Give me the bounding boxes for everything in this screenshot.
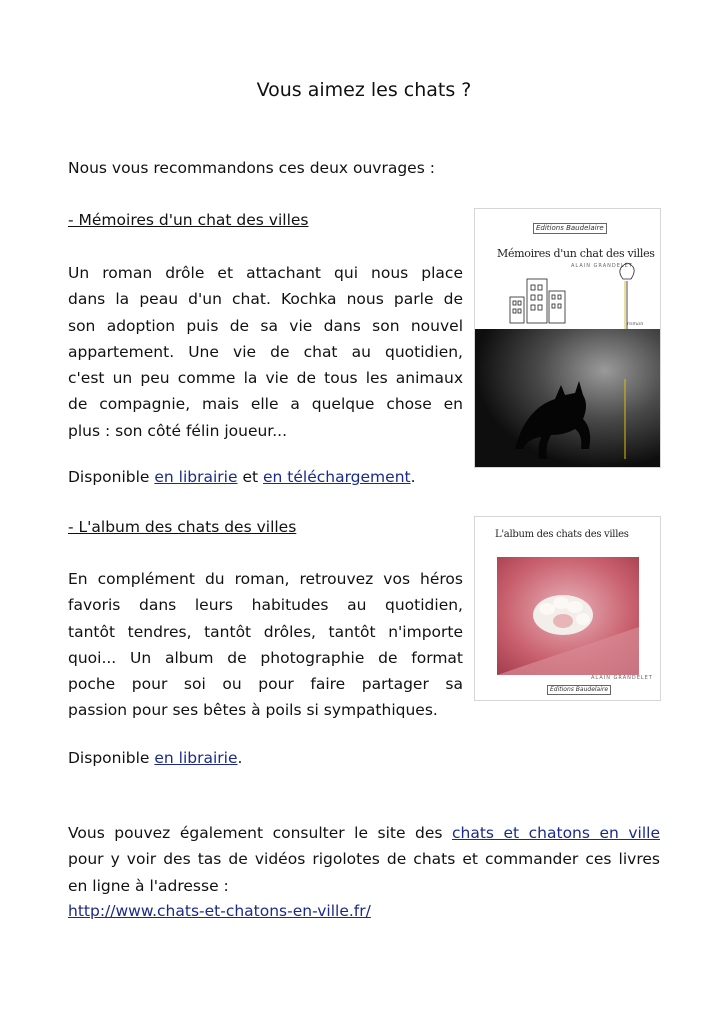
book2-cover-title: L'album des chats des villes [495,529,629,540]
book1-cover-image [474,208,661,468]
book1-cover-editor: Editions Baudelaire [533,223,607,234]
cat-silhouette-photo [475,329,660,467]
availability-period: . [410,468,416,486]
site-link[interactable]: chats et chatons en ville [452,824,660,842]
book2-desc-line: poche pour soi ou pour faire partager sa [68,675,463,694]
book2-bookstore-link[interactable]: en librairie [154,749,238,767]
book1-download-link[interactable]: en téléchargement [263,468,411,486]
availability-connector: et [237,468,263,486]
book2-cover-author: ALAIN GRANDELET [591,675,653,681]
cat-paw-photo [497,557,639,675]
outro-line1-text: Vous pouvez également consulter le site des [68,824,452,842]
availability-period: . [237,749,243,767]
book2-availability [68,745,242,771]
outro-line-2: pour y voir des tas de vidéos rigolotes de chats et commander ces livres [68,850,660,869]
page-title: Vous aimez les chats ? [256,79,472,101]
book1-bookstore-link[interactable]: en librairie [154,468,238,486]
book2-desc-line: quoi... Un album de photographie de format [68,648,463,667]
book1-description [68,260,463,444]
book1-desc-line: Un roman drôle et attachant qui nous place [68,264,463,282]
book2-heading: - L'album des chats des villes [68,518,297,536]
book1-desc-line: de compagnie, mais elle a quelque chose en [68,395,463,414]
book1-cover-author: ALAIN GRANDELET [571,263,633,269]
outro-line-3: en ligne à l'adresse : [68,876,229,895]
book2-desc-line: passion pour ses bêtes à poils si sympathiques. [68,701,438,720]
url-line [68,898,371,924]
outro-paragraph [68,820,660,899]
book1-cover-genre: roman [627,321,644,327]
book2-desc-line: favoris dans leurs habitudes au quotidien, [68,596,463,615]
book1-desc-line: c'est un peu comme la vie de tous les animaux [68,369,463,388]
book2-desc-line: tantôt tendres, tantôt drôles, tantôt n'importe [68,622,463,641]
book1-availability [68,464,416,490]
cover-line-art [475,209,660,329]
book2-cover-editor: Editions Baudelaire [547,685,611,695]
book1-cover-title: Mémoires d'un chat des villes [497,247,655,260]
book1-desc-line: appartement. Une vie de chat au quotidien, [68,342,463,361]
book1-heading: - Mémoires d'un chat des villes [68,211,309,229]
intro-text: Nous vous recommandons ces deux ouvrages : [68,159,435,177]
book2-cover-image [474,516,661,701]
outro-line-1 [68,820,660,846]
availability-label: Disponible [68,468,155,486]
website-url-link[interactable]: http://www.chats-et-chatons-en-ville.fr/ [68,902,371,920]
book1-desc-line: plus : son côté félin joueur... [68,421,288,440]
book1-desc-line: dans la peau d'un chat. Kochka nous parle de [68,290,463,309]
book1-desc-line: son adoption puis de sa vie dans son nouvel [68,316,463,335]
book2-desc-line: En complément du roman, retrouvez vos héros [68,570,463,588]
availability-label: Disponible [68,749,155,767]
book2-description [68,566,463,724]
